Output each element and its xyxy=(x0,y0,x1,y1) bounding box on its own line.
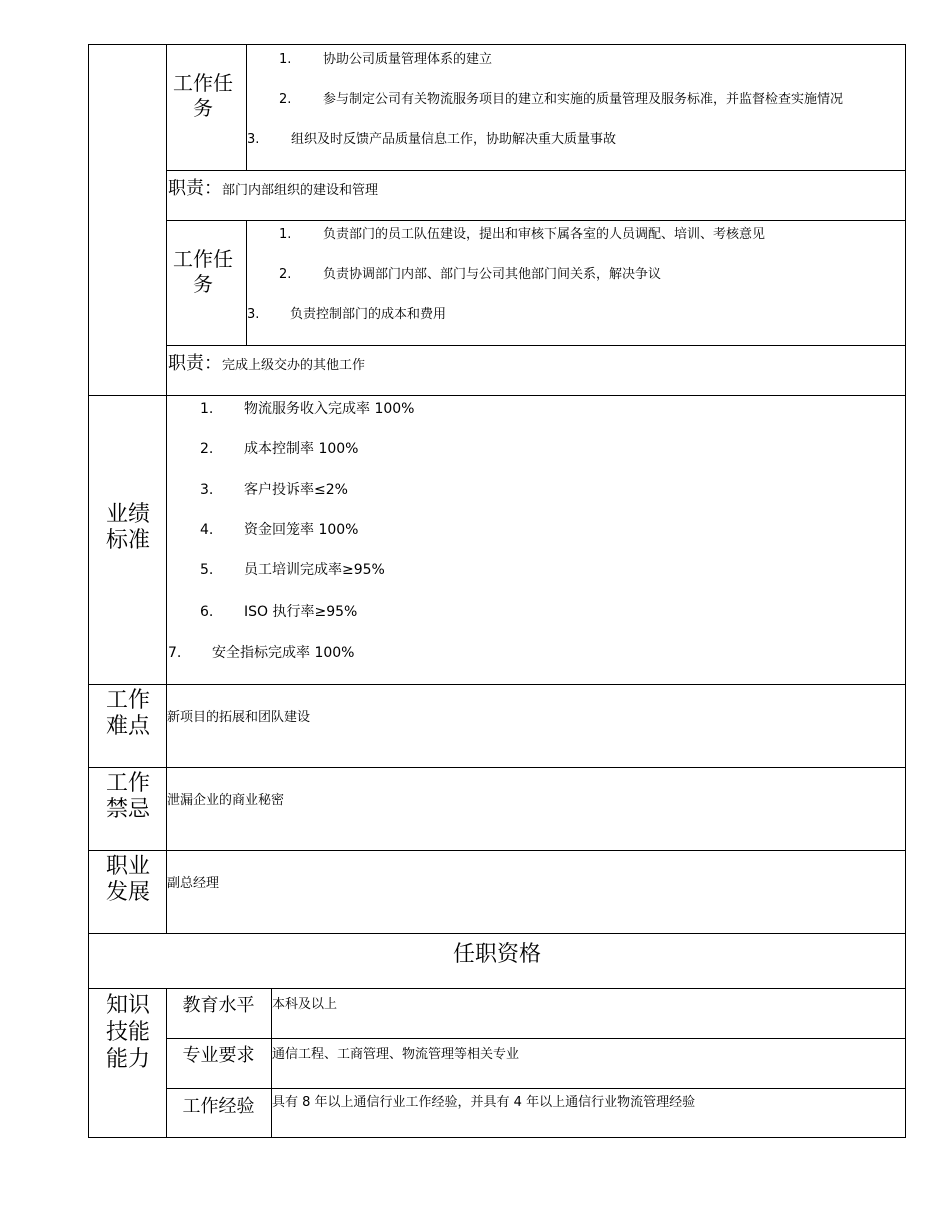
row-divider xyxy=(166,170,906,171)
item-num: 2. xyxy=(200,441,214,457)
qual-text-experience: 具有 8 年以上通信行业工作经验，并具有 4 年以上通信行业物流管理经验 xyxy=(272,1095,696,1110)
task-text: 负责部门的员工队伍建设，提出和审核下属各室的人员调配、培训、考核意见 xyxy=(323,227,766,242)
performance-item-1 xyxy=(200,398,414,418)
task-num: 1. xyxy=(279,52,292,67)
qual-label-major: 专业要求 xyxy=(182,1045,255,1066)
row-divider xyxy=(166,1038,906,1039)
task-label-1: 工作任务 xyxy=(173,71,233,120)
item-text: 客户投诉率≤2% xyxy=(244,482,348,498)
row-divider xyxy=(166,345,906,346)
task-num: 1. xyxy=(279,227,292,242)
performance-item-5 xyxy=(200,559,385,579)
row-divider xyxy=(166,220,906,221)
item-num: 7. xyxy=(168,645,182,661)
career-text: 副总经理 xyxy=(167,876,220,891)
item-num: 1. xyxy=(200,401,214,417)
duty-text: 完成上级交办的其他工作 xyxy=(222,358,366,373)
performance-label: 业绩标准 xyxy=(105,502,150,553)
task-text: 参与制定公司有关物流服务项目的建立和实施的质量管理及服务标准，并监督检查实施情况 xyxy=(323,92,844,107)
qual-text-education: 本科及以上 xyxy=(272,997,338,1012)
task-1-3 xyxy=(247,128,616,147)
col-divider-task-2 xyxy=(246,220,247,345)
duty-text: 部门内部组织的建设和管理 xyxy=(222,183,379,198)
qual-text-major: 通信工程、工商管理、物流管理等相关专业 xyxy=(272,1047,520,1062)
taboo-label: 工作禁忌 xyxy=(105,771,150,822)
row-divider xyxy=(88,850,906,851)
performance-item-6 xyxy=(200,601,357,621)
difficulty-label: 工作难点 xyxy=(105,688,150,739)
row-divider xyxy=(88,395,906,396)
row-divider xyxy=(88,988,906,989)
career-label: 职业发展 xyxy=(105,854,150,905)
task-2-3 xyxy=(247,303,446,322)
col-divider-task-1 xyxy=(246,44,247,170)
performance-item-4 xyxy=(200,519,358,539)
item-text: 安全指标完成率 100% xyxy=(212,645,355,661)
task-2-2 xyxy=(279,263,661,282)
duty-label: 职责： xyxy=(168,178,222,199)
qual-label-experience: 工作经验 xyxy=(182,1096,255,1117)
performance-item-7 xyxy=(168,642,354,662)
task-num: 3. xyxy=(247,307,260,322)
item-num: 6. xyxy=(200,604,214,620)
qual-label-education: 教育水平 xyxy=(182,995,255,1016)
item-text: 员工培训完成率≥95% xyxy=(244,562,385,578)
task-num: 3. xyxy=(247,132,260,147)
row-divider xyxy=(88,933,906,934)
job-description-table xyxy=(88,44,906,1138)
item-text: 成本控制率 100% xyxy=(244,441,359,457)
row-divider xyxy=(166,1088,906,1089)
task-text: 组织及时反馈产品质量信息工作，协助解决重大质量事故 xyxy=(291,132,617,147)
task-text: 负责协调部门内部、部门与公司其他部门间关系，解决争议 xyxy=(323,267,662,282)
task-text: 协助公司质量管理体系的建立 xyxy=(323,52,493,67)
task-num: 2. xyxy=(279,92,292,107)
performance-item-2 xyxy=(200,438,358,458)
duty-row-1 xyxy=(168,174,378,200)
task-text: 负责控制部门的成本和费用 xyxy=(290,307,447,322)
task-1-2 xyxy=(279,88,843,107)
item-text: 资金回笼率 100% xyxy=(244,522,359,538)
item-text: 物流服务收入完成率 100% xyxy=(244,401,415,417)
row-divider xyxy=(88,684,906,685)
duty-row-2 xyxy=(168,349,365,375)
task-2-1 xyxy=(279,223,765,242)
item-text: ISO 执行率≥95% xyxy=(244,604,358,620)
difficulty-text: 新项目的拓展和团队建设 xyxy=(167,710,311,725)
taboo-text: 泄漏企业的商业秘密 xyxy=(167,793,285,808)
qualification-group-label: 知识技能能力 xyxy=(105,993,150,1072)
task-label-2: 工作任务 xyxy=(173,247,233,296)
task-num: 2. xyxy=(279,267,292,282)
row-divider xyxy=(88,767,906,768)
item-num: 5. xyxy=(200,562,214,578)
task-1-1 xyxy=(279,48,492,67)
item-num: 3. xyxy=(200,482,214,498)
item-num: 4. xyxy=(200,522,214,538)
duty-label: 职责： xyxy=(168,353,222,374)
performance-item-3 xyxy=(200,479,348,499)
qualification-title: 任职资格 xyxy=(452,942,541,967)
